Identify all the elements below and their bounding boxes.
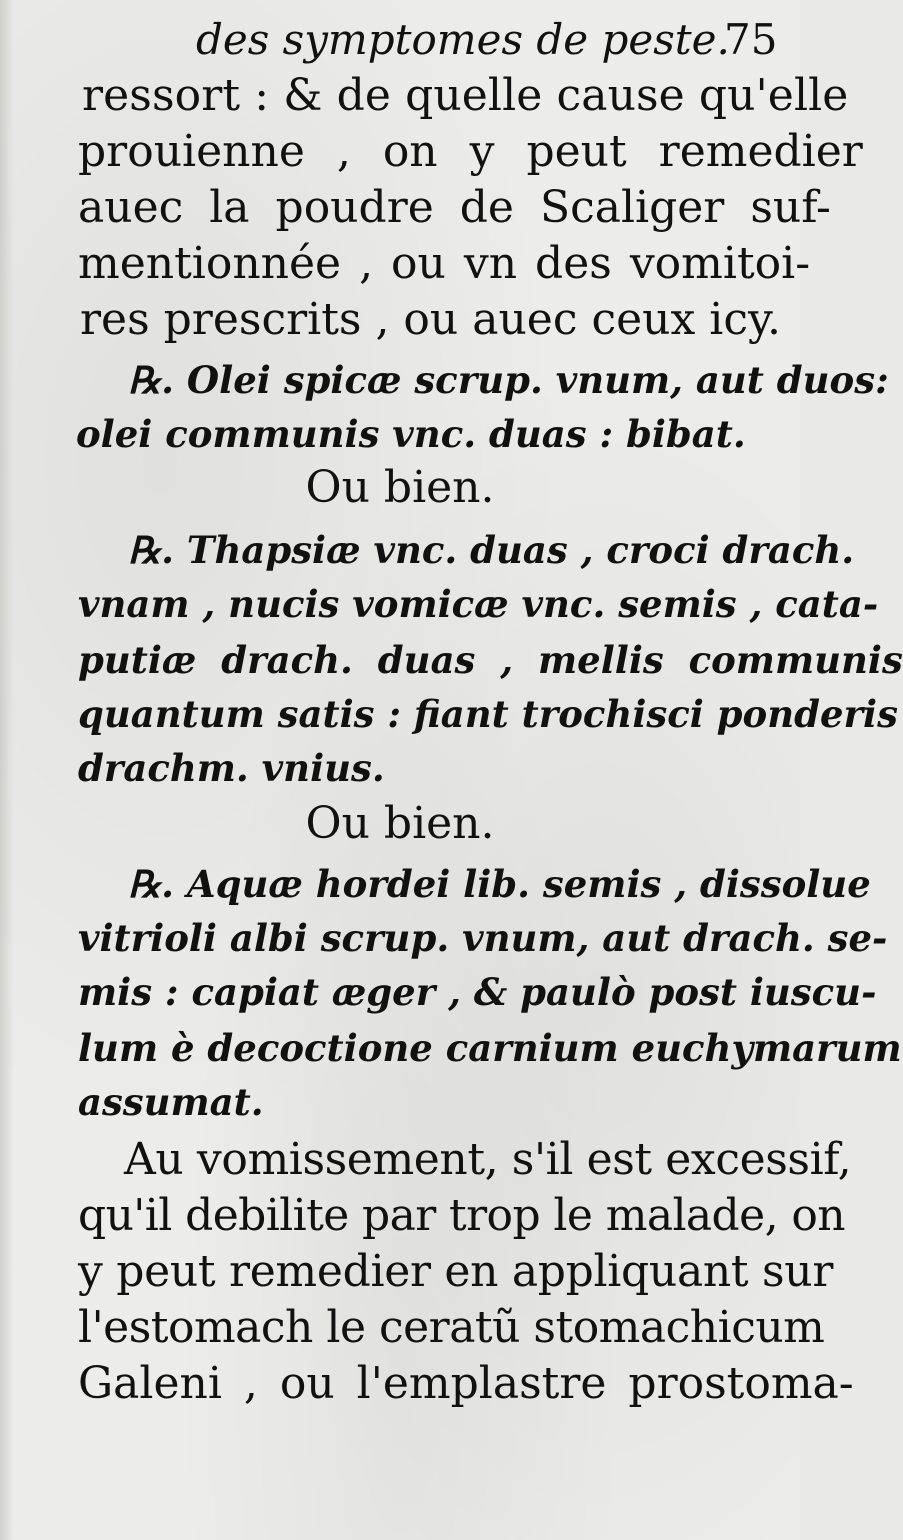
text-line: mentionnée , ou vn des vomitoi- [78,238,811,289]
text-line: prouienne , on y peut remedier [78,126,863,177]
text-line: y peut remedier en appliquant sur [78,1246,834,1297]
ou-bien-heading: Ou bien. [305,798,495,849]
text-line: ressort : & de quelle cause qu'elle [82,70,849,121]
ou-bien-heading: Ou bien. [305,462,495,513]
recipe-line: drachm. vnius. [78,746,385,790]
recipe-line: ℞. Thapsiæ vnc. duas , croci drach. [128,528,855,572]
recipe-line: vitrioli albi scrup. vnum, aut drach. se- [78,916,888,960]
text-line: Galeni , ou l'emplastre prostoma- [78,1358,854,1409]
page-header [0,12,800,72]
recipe-line: ℞. Aquæ hordei lib. semis , dissolue [128,862,871,906]
text-line: Au vomissement, s'il est excessif, [124,1134,852,1185]
text-line: l'estomach le ceratũ stomachicum [78,1302,825,1353]
page-gutter-shadow [0,0,14,1540]
text-line: auec la poudre de Scaliger suf- [78,182,831,233]
text-line: qu'il debilite par trop le malade, on [78,1190,845,1241]
running-head: des symptomes de peste. [196,15,730,64]
recipe-line: lum è decoctione carnium euchymarum [78,1026,902,1070]
text-line: res prescrits , ou auec ceux icy. [80,294,782,345]
recipe-line: mis : capiat æger , & paulò post iuscu- [78,970,877,1014]
recipe-line: putiæ drach. duas , mellis communis [78,638,903,682]
recipe-line: quantum satis : fiant trochisci ponderis [78,692,898,736]
recipe-line: olei communis vnc. duas : bibat. [76,412,746,456]
page-number: 75 [724,15,778,64]
recipe-line: ℞. Olei spicæ scrup. vnum, aut duos: [128,358,889,402]
recipe-line: assumat. [78,1080,264,1124]
recipe-line: vnam , nucis vomicæ vnc. semis , cata- [78,582,879,626]
